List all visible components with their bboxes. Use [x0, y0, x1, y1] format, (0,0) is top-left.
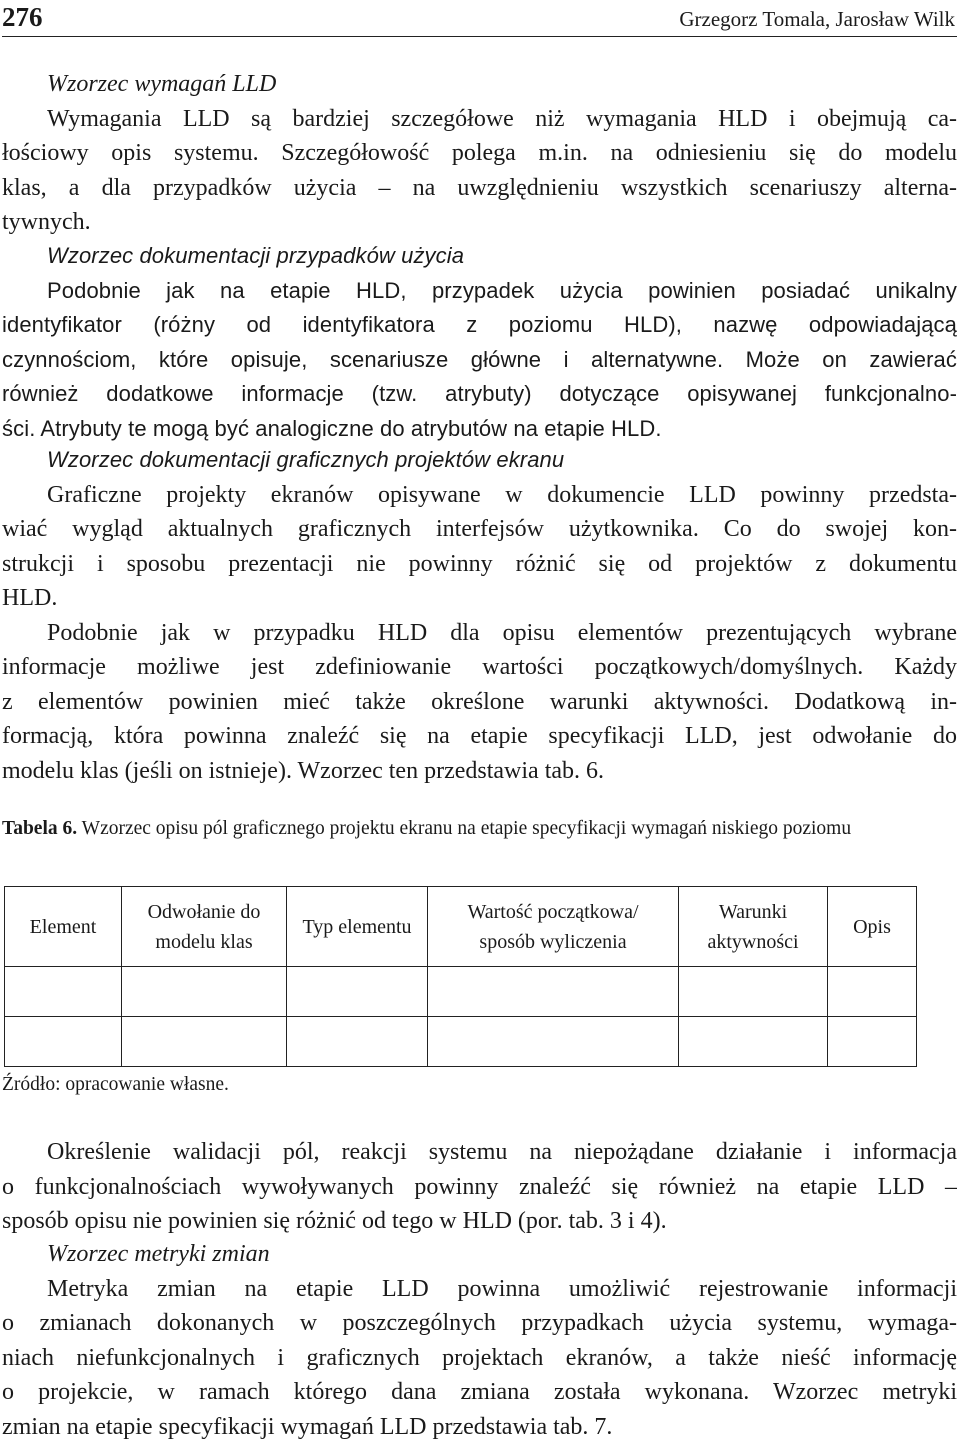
paragraph-line: o zmianach dokonanych w poszczególnych przypadkach użycia systemu, wymaga- — [2, 1306, 957, 1341]
column-header-description: Opis — [828, 887, 917, 967]
table-cell — [679, 967, 828, 1017]
table-cell — [5, 1017, 122, 1067]
paragraph-line: ści. Atrybuty te mogą być analogiczne do atrybutów na etapie HLD. — [2, 412, 957, 447]
paragraph-line: strukcji i sposobu prezentacji nie powinny różnić się od projektów z dokumentu — [2, 547, 957, 582]
section-heading: Wzorzec wymagań LLD — [2, 67, 957, 102]
section-change-metrics — [2, 1237, 957, 1444]
column-header-element: Element — [5, 887, 122, 967]
table-caption — [2, 814, 902, 844]
section-use-case-documentation — [2, 239, 957, 446]
paragraph-line: łościowy opis systemu. Szczegółowość polega m.in. na odniesieniu się do modelu — [2, 136, 957, 171]
column-header-activity-conditions: Warunki aktywności — [679, 887, 828, 967]
table-cell — [122, 1017, 287, 1067]
table-cell — [428, 1017, 679, 1067]
table-header-row — [5, 887, 917, 967]
section-heading: Wzorzec dokumentacji przypadków użycia — [2, 239, 957, 274]
table-source-note: Źródło: opracowanie własne. — [2, 1072, 229, 1098]
table-cell — [428, 967, 679, 1017]
paragraph-line: tywnych. — [2, 205, 957, 240]
paragraph-line: niach niefunkcjonalnych i graficznych projektach ekranów, a także nieść informację — [2, 1341, 957, 1376]
section-screen-designs — [2, 443, 957, 788]
section-lld-requirements — [2, 67, 957, 240]
table-cell — [679, 1017, 828, 1067]
table-cell — [287, 967, 428, 1017]
table-row — [5, 967, 917, 1017]
table-screen-field-template — [4, 886, 917, 1067]
column-header-initial-value: Wartość początkowa/ sposób wyliczenia — [428, 887, 679, 967]
table-row — [5, 1017, 917, 1067]
running-header — [2, 0, 957, 37]
paragraph-line: czynnościom, które opisuje, scenariusze główne i alternatywne. Może on zawierać — [2, 343, 957, 378]
table-caption-text: Wzorzec opisu pól graficznego projektu ekranu na etapie specyfikacji wymagań niskiego poziomu — [77, 818, 851, 839]
paragraph-line: Podobnie jak na etapie HLD, przypadek użycia powinien posiadać unikalny — [2, 274, 957, 309]
paragraph-line: informacje możliwe jest zdefiniowanie wartości początkowych/domyślnych. Każdy — [2, 650, 957, 685]
paragraph-line: Metryka zmian na etapie LLD powinna umożliwić rejestrowanie informacji — [2, 1272, 957, 1307]
paragraph-line: Graficzne projekty ekranów opisywane w dokumencie LLD powinny przedsta- — [2, 478, 957, 513]
paragraph-line: Wymagania LLD są bardziej szczegółowe niż wymagania HLD i obejmują ca- — [2, 102, 957, 137]
paragraph-line: Podobnie jak w przypadku HLD dla opisu elementów prezentujących wybrane — [2, 616, 957, 651]
paragraph-line: Określenie walidacji pól, reakcji systemu na niepożądane działanie i informacja — [2, 1135, 957, 1170]
paragraph-line: o projekcie, w ramach którego dana zmiana została wykonana. Wzorzec metryki — [2, 1375, 957, 1410]
paragraph-line: wiać wygląd aktualnych graficznych interfejsów użytkownika. Co do swojej kon- — [2, 512, 957, 547]
paragraph-line: HLD. — [2, 581, 957, 616]
paragraph-line: klas, a dla przypadków użycia – na uwzględnieniu wszystkich scenariuszy alterna- — [2, 171, 957, 206]
table-caption-label: Tabela 6. — [2, 818, 77, 839]
paragraph-line: zmian na etapie specyfikacji wymagań LLD przedstawia tab. 7. — [2, 1410, 957, 1444]
paragraph-line: również dodatkowe informacje (tzw. atrybuty) dotyczące opisywanej funkcjonalno- — [2, 377, 957, 412]
column-header-element-type: Typ elementu — [287, 887, 428, 967]
paragraph-line: modelu klas (jeśli on istnieje). Wzorzec ten przedstawia tab. 6. — [2, 754, 957, 789]
running-header-authors: Grzegorz Tomala, Jarosław Wilk — [679, 6, 955, 32]
table-cell — [828, 967, 917, 1017]
table-cell — [287, 1017, 428, 1067]
table-cell — [828, 1017, 917, 1067]
paragraph-line: identyfikator (różny od identyfikatora z poziomu HLD), nazwę odpowiadającą — [2, 308, 957, 343]
section-field-validation — [2, 1135, 957, 1239]
paragraph-line: o funkcjonalnościach wywoływanych powinny znaleźć się również na etapie LLD – — [2, 1170, 957, 1205]
table-cell — [5, 967, 122, 1017]
page-number: 276 — [2, 2, 43, 32]
paragraph-line: z elementów powinien mieć także określone warunki aktywności. Dodatkową in- — [2, 685, 957, 720]
paragraph-line: sposób opisu nie powinien się różnić od tego w HLD (por. tab. 3 i 4). — [2, 1204, 957, 1239]
section-heading: Wzorzec dokumentacji graficznych projektów ekranu — [2, 443, 957, 478]
section-heading: Wzorzec metryki zmian — [2, 1237, 957, 1272]
column-header-class-model-reference: Odwołanie do modelu klas — [122, 887, 287, 967]
paragraph-line: formacją, która powinna znaleźć się na etapie specyfikacji LLD, jest odwołanie do — [2, 719, 957, 754]
table-cell — [122, 967, 287, 1017]
